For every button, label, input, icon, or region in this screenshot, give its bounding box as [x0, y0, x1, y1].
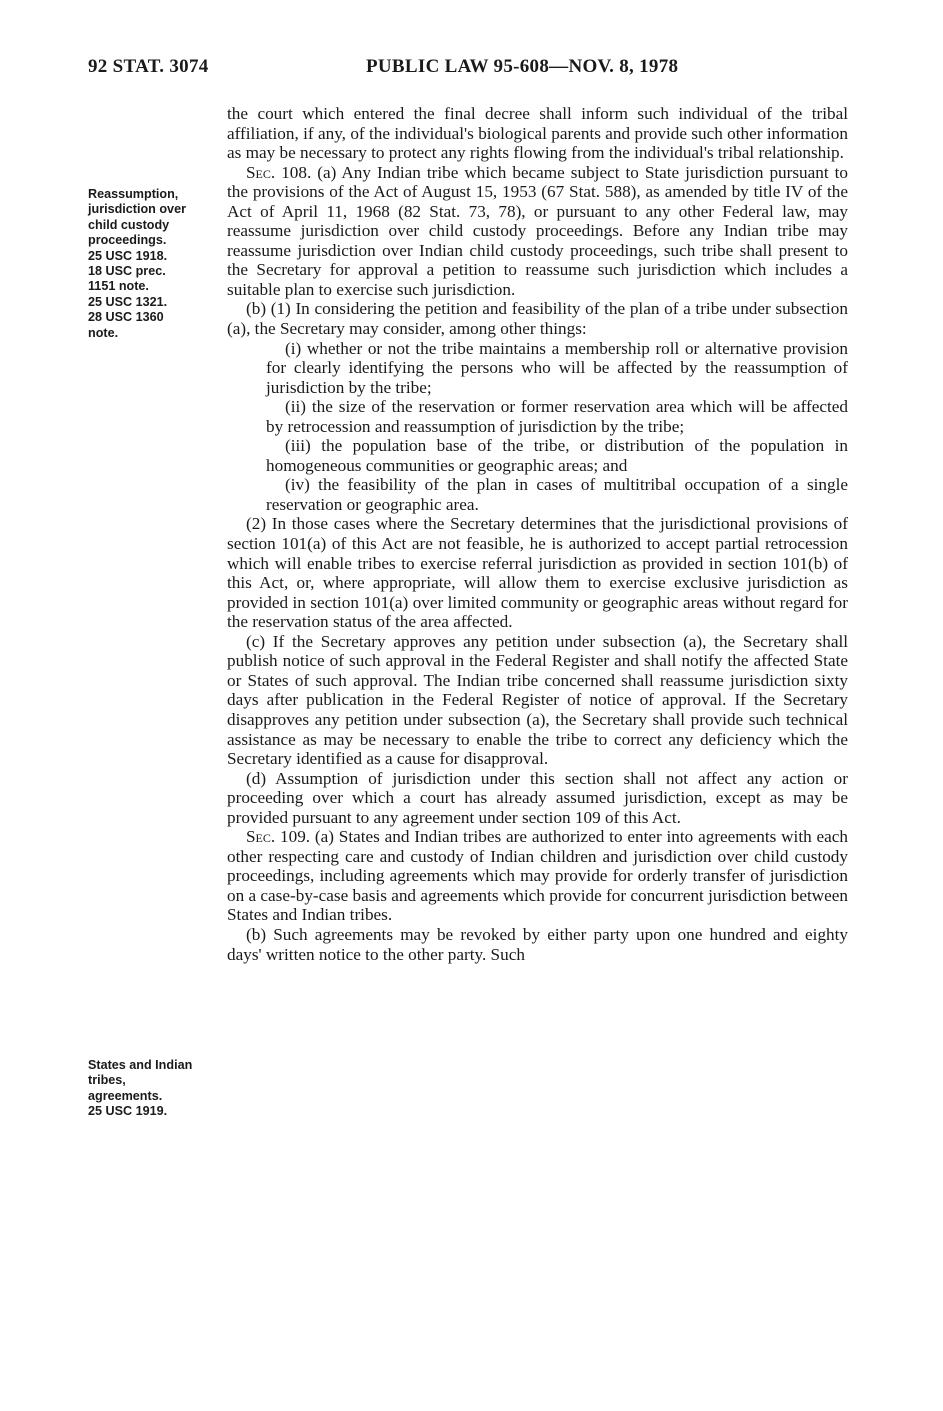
section-108-b1: (b) (1) In considering the petition and feasibility of the plan of a tribe under subsection (a), the Secretary may consider, among other things:	[227, 299, 848, 339]
margin-note-line: note.	[88, 325, 119, 340]
margin-note-line: 25 USC 1321.	[88, 294, 168, 309]
margin-note-line: agreements.	[88, 1088, 163, 1103]
section-108-c: (c) If the Secretary approves any petition under subsection (a), the Secretary shall publish notice of such approval in the Federal Register and shall notify the affected State or States of such approval. The Indian tribe concerned shall reassume jurisdiction sixty days after publication in the Federal Register of notice of approval. If the Secretary disapproves any petition under subsection (a), the Secretary shall provide such technical assistance as may be necessary to enable the tribe to correct any deficiency which the Secretary identified as a cause for disapproval.	[227, 631, 848, 769]
margin-note-line: 18 USC prec.	[88, 264, 166, 279]
section-108-d: (d) Assumption of jurisdiction under this section shall not affect any action or proceeding over which a court has already assumed jurisdiction, except as may be provided pursuant to any agreement under section 109 of this Act.	[227, 768, 848, 827]
page-number: 92 STAT. 3074	[88, 56, 209, 77]
section-label: Sec.	[246, 827, 276, 847]
margin-note-line: child custody	[88, 217, 170, 232]
clause-ii: (ii) the size of the reservation or former reservation area which will be affected by retrocession and reassumption of jurisdiction by the tribe;	[266, 397, 848, 436]
page-header	[88, 56, 848, 84]
margin-note-line: tribes,	[88, 1073, 126, 1088]
margin-note-line: 25 USC 1918.	[88, 248, 168, 263]
margin-note-reassumption	[88, 187, 218, 341]
margin-note-line: Reassumption,	[88, 187, 179, 201]
margin-note-line: 1151 note.	[88, 279, 149, 294]
section-109-a-text: 109. (a) States and Indian tribes are authorized to enter into agreements with each other respecting care and custody of Indian children and jurisdiction over child custody proceedings, including agreements which may provide for orderly transfer of jurisdiction on a case-by-case basis and agreements which provide for concurrent jurisdiction between States and Indian tribes.	[227, 827, 848, 925]
continuation-paragraph: the court which entered the final decree shall inform such individual of the tribal affiliation, if any, of the individual's biological parents and provide such other information as may be necessary to protect any rights flowing from the individual's tribal relationship.	[227, 104, 848, 163]
section-109-b: (b) Such agreements may be revoked by either party upon one hundred and eighty days' written notice to the other party. Such	[227, 924, 848, 964]
margin-note-line: proceedings.	[88, 233, 167, 248]
section-108-a-text: 108. (a) Any Indian tribe which became subject to State jurisdiction pursuant to the provisions of the Act of August 15, 1953 (67 Stat. 588), as amended by title IV of the Act of April 11, 1968 (82 Stat. 73, 78), or pursuant to any other Federal law, may reassume jurisdiction over child custody proceedings. Before any Indian tribe may reassume jurisdiction over Indian child custody proceedings, such tribe shall present to the Secretary for approval a petition to reassume such jurisdiction which includes a suitable plan to exercise such jurisdiction.	[227, 162, 848, 299]
margin-note-line: jurisdiction over	[88, 202, 186, 217]
clause-i: (i) whether or not the tribe maintains a membership roll or alternative provision for clearly identifying the persons who will be affected by the reassumption of jurisdiction by the tribe;	[266, 338, 848, 397]
margin-note-line: 25 USC 1919.	[88, 1104, 168, 1119]
body-text	[227, 104, 848, 964]
clause-iii: (iii) the population base of the tribe, or distribution of the population in homogeneous communities or geographic areas; and	[266, 436, 848, 475]
section-108-b2: (2) In those cases where the Secretary determines that the jurisdictional provisions of section 101(a) of this Act are not feasible, he is authorized to accept partial retrocession which will enable tribes to exercise referral jurisdiction as provided in section 101(b) of this Act, or, where appropriate, will allow them to exercise exclusive jurisdiction as provided in section 101(a) over limited community or geographic areas without regard for the reservation status of the area affected.	[227, 514, 848, 632]
margin-note-line: 28 USC 1360	[88, 310, 164, 325]
section-108-a	[227, 163, 848, 300]
margin-note-states-tribes	[88, 1058, 218, 1120]
section-label: Sec.	[246, 162, 276, 182]
margin-note-line: States and Indian	[88, 1058, 193, 1072]
clause-iv: (iv) the feasibility of the plan in cases of multitribal occupation of a single reservation or geographic area.	[266, 475, 848, 514]
law-title: PUBLIC LAW 95-608—NOV. 8, 1978	[366, 56, 679, 77]
section-109-a	[227, 827, 848, 925]
